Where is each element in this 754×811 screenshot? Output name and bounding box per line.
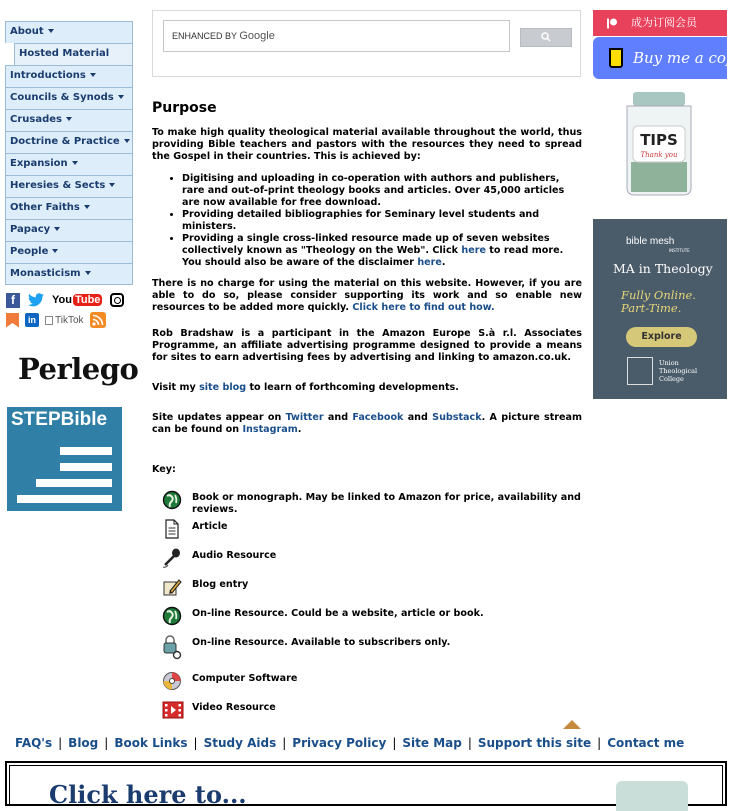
sidebar-nav xyxy=(5,21,133,285)
list-item: • Digitising and uploading in co-operation with authors and publishers, rare and out-of-print theology books and articles. Over 45,000 articles are now available for free download. xyxy=(182,173,582,209)
enhanced-by-label: ENHANCED BY xyxy=(172,31,237,41)
list-item-text: to read more. You should also be aware of the disclaimer xyxy=(182,245,564,268)
college-name xyxy=(659,359,697,383)
disclaimer-link[interactable]: here xyxy=(417,257,442,268)
college-line: Union xyxy=(659,359,679,367)
ad-headline: MA in Theology xyxy=(613,261,713,276)
footer-link-privacy-policy[interactable]: Privacy Policy xyxy=(292,736,387,750)
tiktok-icon[interactable] xyxy=(45,315,84,326)
sidebar-item-about[interactable] xyxy=(5,21,133,43)
sidebar-item-label: Crusades xyxy=(10,114,62,125)
blog-text: to learn of forthcoming developments. xyxy=(246,382,459,393)
globe-icon xyxy=(162,606,182,626)
list-item xyxy=(182,233,582,269)
site-blog-link[interactable]: site blog xyxy=(199,382,247,393)
sidebar-item-label: Papacy xyxy=(10,224,51,235)
list-item-text: Providing a single cross-linked resource made up of seven websites collectively known as "Theology on the Web". Click xyxy=(182,233,550,256)
patreon-icon xyxy=(607,18,617,29)
article-icon xyxy=(162,519,182,539)
key-item-text: On-line Resource. Available to subscribers only. xyxy=(192,637,451,648)
key-item-text: On-line Resource. Could be a website, article or book. xyxy=(192,608,484,619)
blog-pen-icon xyxy=(162,577,182,597)
key-item-text: Book or monograph. May be linked to Amazon for price, availability and reviews. xyxy=(192,492,581,515)
institute-label: INSTITUTE xyxy=(669,248,690,253)
chevron-down-icon xyxy=(124,139,130,143)
coffee-cup-icon xyxy=(609,48,623,68)
footer-separator: | xyxy=(467,736,472,750)
sidebar-item-crusades[interactable] xyxy=(5,109,133,131)
footer-separator: | xyxy=(104,736,109,750)
globe-book-icon xyxy=(162,490,182,510)
thank-you-text: Thank you xyxy=(640,151,678,159)
bookmark-icon[interactable] xyxy=(6,313,19,328)
social-links-row xyxy=(6,292,124,308)
scroll-to-top-icon[interactable] xyxy=(563,720,581,729)
footer-separator: | xyxy=(282,736,287,750)
page-title: Purpose xyxy=(152,100,217,116)
tiktok-alt-text: TikTok xyxy=(55,314,84,326)
banner-jar-image xyxy=(616,781,688,811)
list-item: • Providing detailed bibliographies for Seminary level students and ministers. xyxy=(182,209,582,233)
footer-links xyxy=(15,736,684,750)
stepbible-logo[interactable] xyxy=(7,407,122,511)
sidebar-item-label: Monasticism xyxy=(10,268,81,279)
charge-text: There is no charge for using the material on this website. However, if you are able to do so, please consider supporting its work and so enable new resources to be added more quickly. xyxy=(152,278,582,313)
charge-paragraph xyxy=(152,278,582,314)
footer-link-faqs[interactable]: FAQ's xyxy=(15,736,53,750)
ad-line: Part-Time. xyxy=(621,301,682,315)
updates-text: . xyxy=(297,424,302,435)
buy-me-a-coffee-button[interactable] xyxy=(593,37,754,79)
bible-mesh-ad[interactable] xyxy=(593,219,727,399)
sidebar-item-label: Introductions xyxy=(10,70,86,81)
sidebar-item-introductions[interactable] xyxy=(5,65,133,87)
chevron-down-icon xyxy=(52,249,58,253)
college-crest-icon xyxy=(627,357,653,385)
explore-button[interactable]: Explore xyxy=(626,327,697,347)
footer-link-site-map[interactable]: Site Map xyxy=(402,736,462,750)
key-label: Key: xyxy=(152,464,176,475)
key-item-subscribers xyxy=(152,635,582,671)
perlego-logo[interactable]: Perlego xyxy=(18,352,139,386)
twitter-icon[interactable] xyxy=(28,293,44,307)
updates-text: . A picture stream can be found on xyxy=(152,412,582,435)
search-icon xyxy=(541,32,551,42)
footer-link-study-aids[interactable]: Study Aids xyxy=(203,736,277,750)
chevron-down-icon xyxy=(118,95,124,99)
updates-text: and xyxy=(403,412,433,423)
chevron-down-icon xyxy=(84,205,90,209)
chevron-down-icon xyxy=(48,29,54,33)
stepbible-bar xyxy=(36,479,112,487)
footer-separator: | xyxy=(597,736,602,750)
search-button[interactable] xyxy=(520,28,572,47)
updates-paragraph xyxy=(152,412,582,436)
key-item-text: Audio Resource xyxy=(192,550,277,561)
patreon-button[interactable] xyxy=(593,10,727,36)
amazon-paragraph: Rob Bradshaw is a participant in the Amazon Europe S.à r.l. Associates Programme, an affiliate advertising programme designed to provide a means for sites to earn advertising fees by advertising and linking to amazon.co.uk. xyxy=(152,328,582,363)
stepbible-bar xyxy=(60,447,112,455)
chevron-down-icon xyxy=(85,271,91,275)
support-banner[interactable] xyxy=(5,761,727,809)
google-label: Google xyxy=(239,30,275,42)
chevron-down-icon xyxy=(109,183,115,187)
key-item-blog xyxy=(152,577,582,606)
substack-link[interactable]: Substack xyxy=(432,412,482,423)
sidebar-item-label: Other Faiths xyxy=(10,202,80,213)
main-content xyxy=(152,102,582,729)
footer-separator: | xyxy=(392,736,397,750)
stepbible-bar xyxy=(17,495,112,503)
sidebar-item-expansion[interactable] xyxy=(5,153,133,175)
search-input[interactable] xyxy=(163,20,510,52)
microphone-icon xyxy=(162,548,182,568)
sidebar-item-other-faiths[interactable] xyxy=(5,197,133,219)
key-item-software xyxy=(152,671,582,700)
blog-text: Visit my xyxy=(152,382,200,393)
stepbible-label: STEPBible xyxy=(11,409,108,430)
cd-icon xyxy=(162,671,182,691)
key-item-text: Video Resource xyxy=(192,702,276,713)
footer-link-support[interactable]: Support this site xyxy=(477,736,592,750)
youtube-icon[interactable] xyxy=(52,292,102,308)
sidebar-item-papacy[interactable] xyxy=(5,219,133,241)
video-icon xyxy=(162,700,184,720)
sidebar-item-monasticism[interactable] xyxy=(5,263,133,285)
facebook-icon[interactable]: f xyxy=(6,293,20,308)
key-item-book xyxy=(152,490,582,519)
blog-paragraph xyxy=(152,382,582,394)
sidebar-item-heresies-sects[interactable] xyxy=(5,175,133,197)
sidebar-item-councils-synods[interactable] xyxy=(5,87,133,109)
key-item-online xyxy=(152,606,582,635)
sidebar-item-people[interactable] xyxy=(5,241,133,263)
list-item-text: . xyxy=(441,257,446,268)
facebook-link[interactable]: Facebook xyxy=(352,412,404,423)
youtube-tube-text: Tube xyxy=(74,294,101,306)
key-item-audio xyxy=(152,548,582,577)
key-item-text: Blog entry xyxy=(192,579,249,590)
sidebar-item-label: Expansion xyxy=(10,158,68,169)
twitter-link[interactable]: Twitter xyxy=(285,412,324,423)
sidebar-item-label: Heresies & Sects xyxy=(10,180,106,191)
social-links-row-2 xyxy=(6,312,106,328)
key-item-text: Article xyxy=(192,521,228,532)
key-item-article xyxy=(152,519,582,548)
intro-paragraph: To make high quality theological material available throughout the world, thus providing Bible teachers and pastors with the resources they need to spread the Gospel in their countries. This is achieved by: xyxy=(152,127,582,162)
tips-text: TIPS xyxy=(640,131,678,149)
updates-text: and xyxy=(323,412,353,423)
sidebar-item-label: Doctrine & Practice xyxy=(10,136,120,147)
updates-text: Site updates appear on xyxy=(152,412,286,423)
sidebar-item-label: People xyxy=(10,246,49,257)
footer-separator: | xyxy=(58,736,63,750)
sidebar-item-label: About xyxy=(10,26,44,37)
footer-link-blog[interactable]: Blog xyxy=(68,736,99,750)
ad-subheadline xyxy=(621,289,696,315)
college-line: Theological xyxy=(659,367,698,375)
footer-link-book-links[interactable]: Book Links xyxy=(114,736,188,750)
youtube-you-text: You xyxy=(52,294,72,306)
key-item-text: Computer Software xyxy=(192,673,298,684)
support-link[interactable]: Click here to find out how. xyxy=(352,302,495,313)
chevron-down-icon xyxy=(54,227,60,231)
tips-jar-image[interactable] xyxy=(623,92,695,195)
sidebar-item-label: Hosted Material xyxy=(19,48,110,59)
chevron-down-icon xyxy=(72,161,78,165)
lock-icon xyxy=(162,635,182,659)
sidebar-item-label: Councils & Synods xyxy=(10,92,114,103)
chevron-down-icon xyxy=(66,117,72,121)
linkedin-icon[interactable]: in xyxy=(25,313,39,327)
chevron-down-icon xyxy=(90,73,96,77)
instagram-icon[interactable] xyxy=(110,293,124,307)
footer-separator: | xyxy=(193,736,198,750)
search-box xyxy=(152,10,581,77)
read-more-link[interactable]: here xyxy=(461,245,486,256)
banner-text: Click here to... xyxy=(49,780,247,809)
bible-mesh-logo: bible mesh xyxy=(626,236,675,247)
purpose-list xyxy=(182,173,582,269)
rss-icon[interactable] xyxy=(90,312,106,328)
instagram-link[interactable]: Instagram xyxy=(242,424,298,435)
ad-line: Fully Online. xyxy=(621,288,696,302)
patreon-label: 成为订阅会员 xyxy=(631,16,697,29)
sidebar-item-doctrine-practice[interactable] xyxy=(5,131,133,153)
sidebar-item-hosted-material[interactable] xyxy=(14,43,133,65)
broken-image-icon xyxy=(45,316,53,325)
key-item-video xyxy=(152,700,582,729)
coffee-label: Buy me a coffee xyxy=(633,49,754,67)
stepbible-bar xyxy=(60,463,112,471)
footer-link-contact[interactable]: Contact me xyxy=(607,736,685,750)
college-line: College xyxy=(659,375,684,383)
